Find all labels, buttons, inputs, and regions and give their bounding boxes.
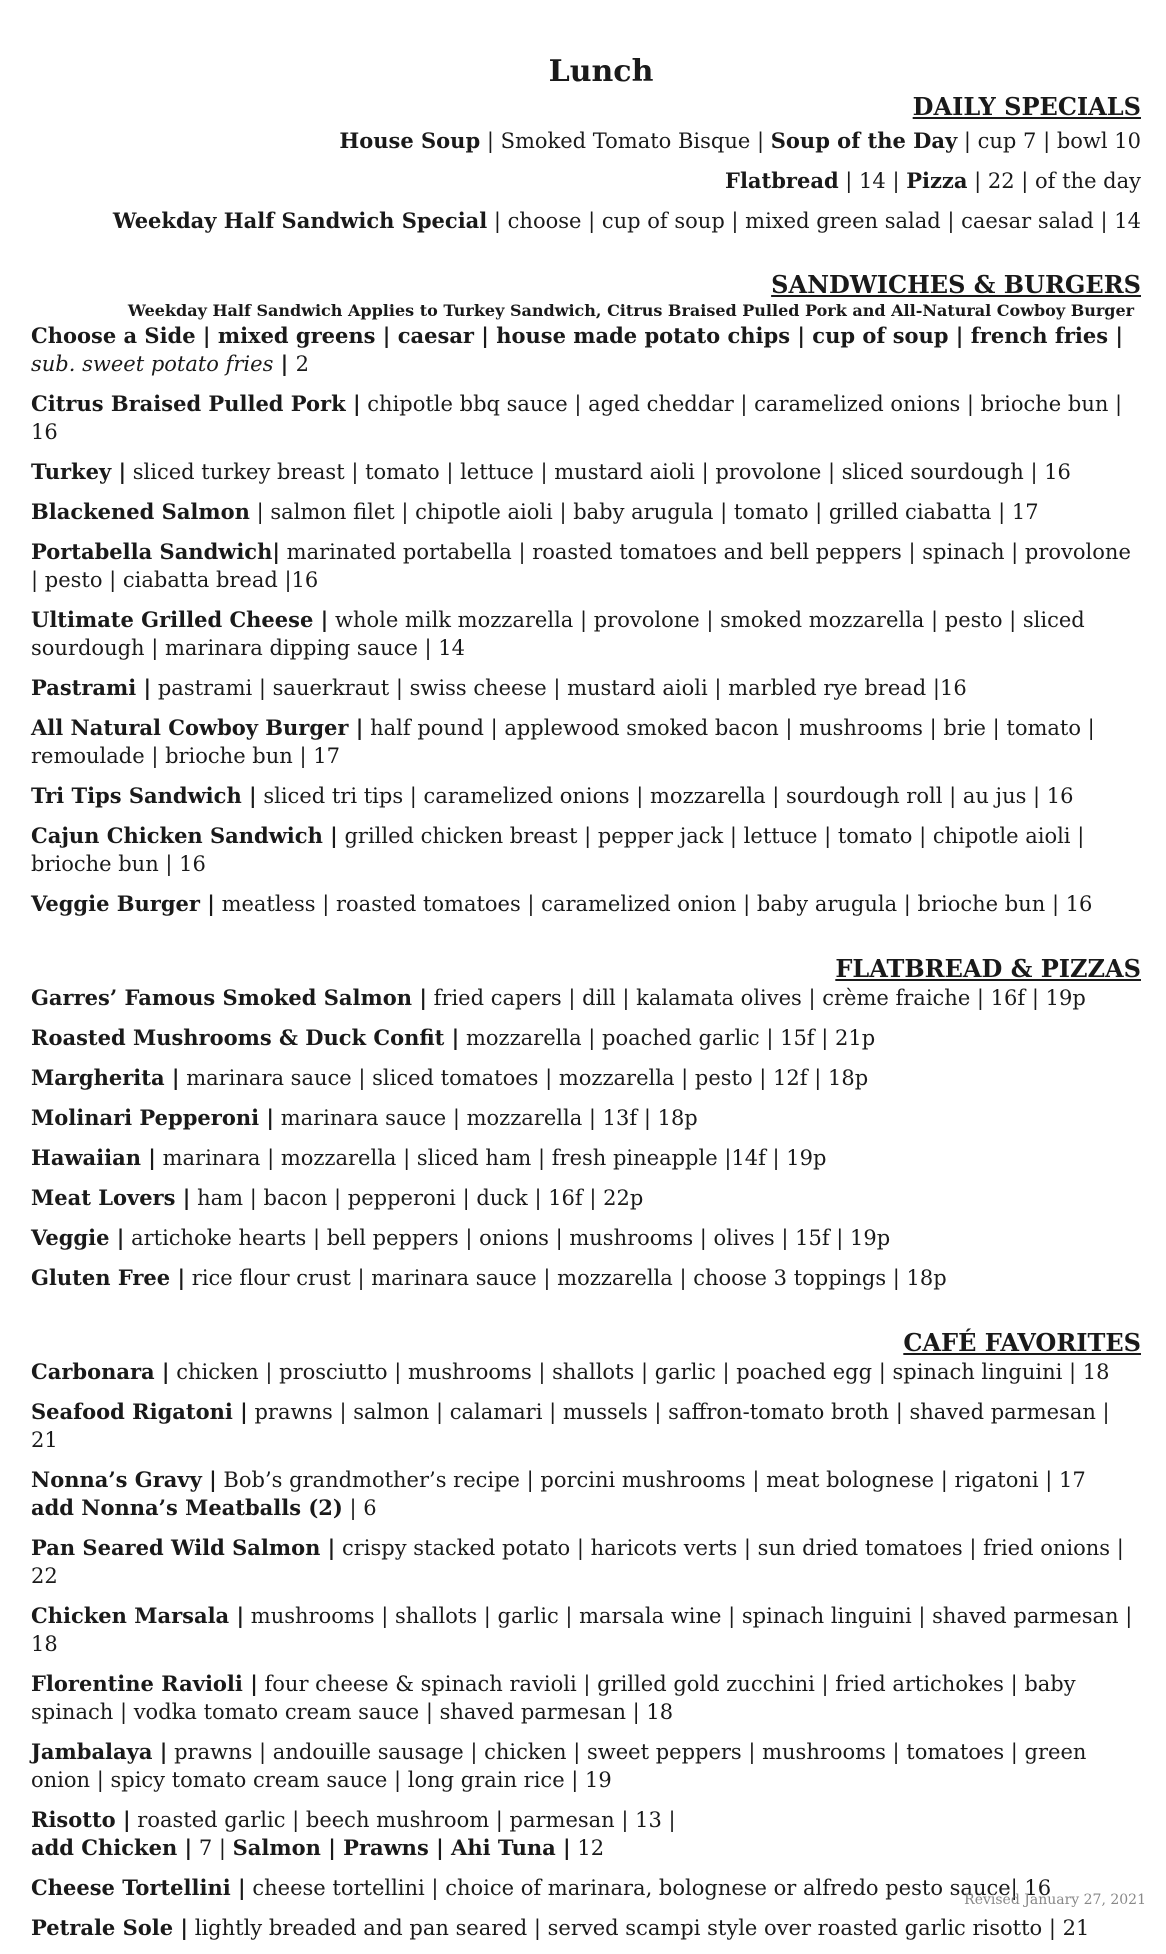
menu-item-name: Citrus Braised Pulled Pork | [31, 391, 361, 416]
menu-item-name: Tri Tips Sandwich | [31, 783, 257, 808]
menu-item-name: Portabella Sandwich| [31, 539, 280, 564]
menu-item [31, 1064, 1141, 1092]
menu-item-name: Margherita | [31, 1065, 180, 1090]
menu-item [31, 1670, 1141, 1726]
menu-item-name: Carbonara | [31, 1359, 170, 1384]
specials-house-soup-label: House Soup [339, 128, 481, 153]
specials-soup-line [31, 128, 1141, 154]
menu-item-description: ham | bacon | pepperoni | duck | 16f | 22p [190, 1186, 644, 1210]
specials-pizza-desc: | 22 | of the day [967, 169, 1141, 193]
menu-item-name: Seafood Rigatoni | [31, 1399, 248, 1424]
menu-item-name: Veggie Burger | [31, 891, 215, 916]
menu-item [31, 1534, 1141, 1590]
specials-soup-of-day-label: Soup of the Day [770, 128, 958, 153]
menu-item-addon-price: 7 | [192, 1836, 233, 1860]
menu-item-description: pastrami | sauerkraut | swiss cheese | mustard aioli | marbled rye bread |16 [151, 676, 967, 700]
menu-item [31, 1024, 1141, 1052]
menu-item [31, 1914, 1141, 1942]
section-heading-flatbread: FLATBREAD & PIZZAS [835, 954, 1141, 983]
menu-item-name: Turkey | [31, 459, 127, 484]
menu-item-description: artichoke hearts | bell peppers | onions | mushrooms | olives | 15f | 19p [124, 1226, 891, 1250]
specials-flatbread-label: Flatbread [725, 168, 839, 193]
menu-item-description: marinated portabella | roasted tomatoes and bell peppers | spinach | provolone | pesto | ciabatta bread |16 [31, 540, 1131, 592]
menu-item-name: Chicken Marsala | [31, 1603, 245, 1628]
sandwich-list [31, 390, 1141, 918]
menu-item-name: Veggie | [31, 1225, 125, 1250]
menu-item-name: Cajun Chicken Sandwich | [31, 823, 338, 848]
menu-item-name: Cheese Tortellini | [31, 1875, 246, 1900]
menu-item-addon-name: add Chicken | [31, 1835, 193, 1860]
menu-item-description: chicken | prosciutto | mushrooms | shallots | garlic | poached egg | spinach linguini | 18 [169, 1360, 1110, 1384]
section-heading-sandwiches: SANDWICHES & BURGERS [771, 270, 1141, 299]
specials-flatbread-line [31, 168, 1141, 194]
menu-item-name: Florentine Ravioli | [31, 1671, 258, 1696]
menu-item [31, 1358, 1141, 1386]
cafe-list [31, 1358, 1141, 1942]
menu-item [31, 1224, 1141, 1252]
menu-item-name: Blackened Salmon [31, 499, 250, 524]
menu-item [31, 538, 1141, 594]
menu-item-name: Ultimate Grilled Cheese | [31, 607, 329, 632]
menu-item-name: All Natural Cowboy Burger | [31, 715, 364, 740]
menu-item-name: Garres’ Famous Smoked Salmon | [31, 985, 427, 1010]
menu-item-description: rice flour crust | marinara sauce | mozzarella | choose 3 toppings | 18p [185, 1266, 947, 1290]
menu-item-description: fried capers | dill | kalamata olives | crème fraiche | 16f | 19p [426, 986, 1086, 1010]
side-substitution: sub. sweet potato fries [31, 352, 274, 376]
menu-item-addon-name: Salmon | Prawns | Ahi Tuna | [232, 1835, 571, 1860]
menu-item [31, 1264, 1141, 1292]
menu-item-description: mushrooms | shallots | garlic | marsala wine | spinach linguini | shaved parmesan | 18 [31, 1604, 1133, 1656]
menu-item-name: Pastrami | [31, 675, 152, 700]
side-sub-price: 2 [295, 352, 309, 376]
menu-item-description: crispy stacked potato | haricots verts | sun dried tomatoes | fried onions | 22 [31, 1536, 1124, 1588]
menu-item-name: Risotto | [31, 1807, 131, 1832]
menu-item-addon-name: add Nonna’s Meatballs (2) [31, 1495, 343, 1520]
specials-pizza-label: Pizza [906, 168, 968, 193]
menu-item-description: roasted garlic | beech mushroom | parmesan | 13 | [130, 1808, 676, 1832]
side-options: Choose a Side | mixed greens | caesar | house made potato chips | cup of soup | french fries | [31, 323, 1124, 348]
menu-item-description: half pound | applewood smoked bacon | mushrooms | brie | tomato | remoulade | brioche bun | 17 [31, 716, 1095, 768]
menu-item-description: grilled chicken breast | pepper jack | lettuce | tomato | chipotle aioli | brioche bun | 16 [31, 824, 1085, 876]
specials-soup-of-day-desc: | cup 7 | bowl 10 [957, 129, 1141, 153]
menu-item-name: Meat Lovers | [31, 1185, 191, 1210]
menu-item-description: lightly breaded and pan seared | served scampi style over roasted garlic risotto | 21 [188, 1916, 1090, 1940]
menu-item-name: Petrale Sole | [31, 1915, 189, 1940]
page-title: Lunch [548, 54, 654, 89]
specials-half-sandwich-label: Weekday Half Sandwich Special [112, 208, 488, 233]
menu-item-name: Gluten Free | [31, 1265, 186, 1290]
flatbread-list [31, 984, 1141, 1292]
specials-half-sandwich-line [31, 208, 1141, 234]
menu-item-name: Nonna’s Gravy | [31, 1467, 217, 1492]
menu-item [31, 984, 1141, 1012]
menu-item-description: | salmon filet | chipotle aioli | baby arugula | tomato | grilled ciabatta | 17 [249, 500, 1039, 524]
menu-item [31, 1738, 1141, 1794]
specials-flatbread-desc: | 14 | [838, 169, 907, 193]
menu-item-description: sliced tri tips | caramelized onions | mozzarella | sourdough roll | au jus | 16 [256, 784, 1074, 808]
menu-item-description: whole milk mozzarella | provolone | smoked mozzarella | pesto | sliced sourdough | marinara dipping sauce | 14 [31, 608, 1085, 660]
menu-item-description: marinara sauce | mozzarella | 13f | 18p [274, 1106, 698, 1130]
section-heading-daily-specials: DAILY SPECIALS [912, 92, 1141, 121]
menu-item [31, 1602, 1141, 1658]
menu-item-description: cheese tortellini | choice of marinara, bolognese or alfredo pesto sauce| 16 [245, 1876, 1052, 1900]
menu-item [31, 606, 1141, 662]
menu-item [31, 1806, 1141, 1862]
side-sub-separator: | [273, 351, 296, 376]
menu-item-description: Bob’s grandmother’s recipe | porcini mushrooms | meat bolognese | rigatoni | 17 [216, 1468, 1086, 1492]
menu-item [31, 714, 1141, 770]
menu-item [31, 1466, 1141, 1522]
menu-item [31, 498, 1141, 526]
menu-item [31, 458, 1141, 486]
menu-item-description: marinara | mozzarella | sliced ham | fresh pineapple |14f | 19p [155, 1146, 827, 1170]
menu-item [31, 390, 1141, 446]
menu-item-description: chipotle bbq sauce | aged cheddar | caramelized onions | brioche bun | 16 [31, 392, 1123, 444]
section-heading-cafe-favorites: CAFÉ FAVORITES [903, 1328, 1141, 1357]
menu-item-description: marinara sauce | sliced tomatoes | mozzarella | pesto | 12f | 18p [179, 1066, 869, 1090]
revision-date: Revised January 27, 2021 [964, 1892, 1146, 1908]
menu-page [31, 52, 1141, 1954]
menu-item-addon-price: | 6 [342, 1496, 377, 1520]
menu-item-description: mozzarella | poached garlic | 15f | 21p [459, 1026, 876, 1050]
menu-item-description: sliced turkey breast | tomato | lettuce | mustard aioli | provolone | sliced sourdough | 16 [126, 460, 1071, 484]
menu-item-description: prawns | salmon | calamari | mussels | saffron-tomato broth | shaved parmesan | 21 [31, 1400, 1110, 1452]
menu-item-name: Roasted Mushrooms & Duck Confit | [31, 1025, 460, 1050]
sandwich-note: Weekday Half Sandwich Applies to Turkey Sandwich, Citrus Braised Pulled Pork and All-Natural Cowboy Burger [127, 301, 1135, 320]
menu-item [31, 822, 1141, 878]
menu-item-name: Hawaiian | [31, 1145, 156, 1170]
menu-item [31, 674, 1141, 702]
menu-item [31, 1398, 1141, 1454]
menu-item-description: meatless | roasted tomatoes | caramelized onion | baby arugula | brioche bun | 16 [214, 892, 1093, 916]
choose-a-side [31, 322, 1141, 378]
menu-item [31, 1104, 1141, 1132]
menu-item [31, 890, 1141, 918]
specials-house-soup-desc: | Smoked Tomato Bisque | [480, 129, 771, 153]
menu-item-description: prawns | andouille sausage | chicken | sweet peppers | mushrooms | tomatoes | green onion | spicy tomato cream sauce | long grain rice | 19 [31, 1740, 1087, 1792]
menu-item [31, 1184, 1141, 1212]
menu-item-name: Molinari Pepperoni | [31, 1105, 275, 1130]
menu-item [31, 1144, 1141, 1172]
specials-half-sandwich-desc: | choose | cup of soup | mixed green salad | caesar salad | 14 [487, 209, 1141, 233]
menu-item-addon-price: 12 [570, 1836, 605, 1860]
menu-item-description: four cheese & spinach ravioli | grilled gold zucchini | fried artichokes | baby spinach | vodka tomato cream sauce | shaved parmesan | 18 [31, 1672, 1076, 1724]
menu-item-name: Pan Seared Wild Salmon | [31, 1535, 336, 1560]
menu-item-name: Jambalaya | [31, 1739, 168, 1764]
menu-item [31, 782, 1141, 810]
